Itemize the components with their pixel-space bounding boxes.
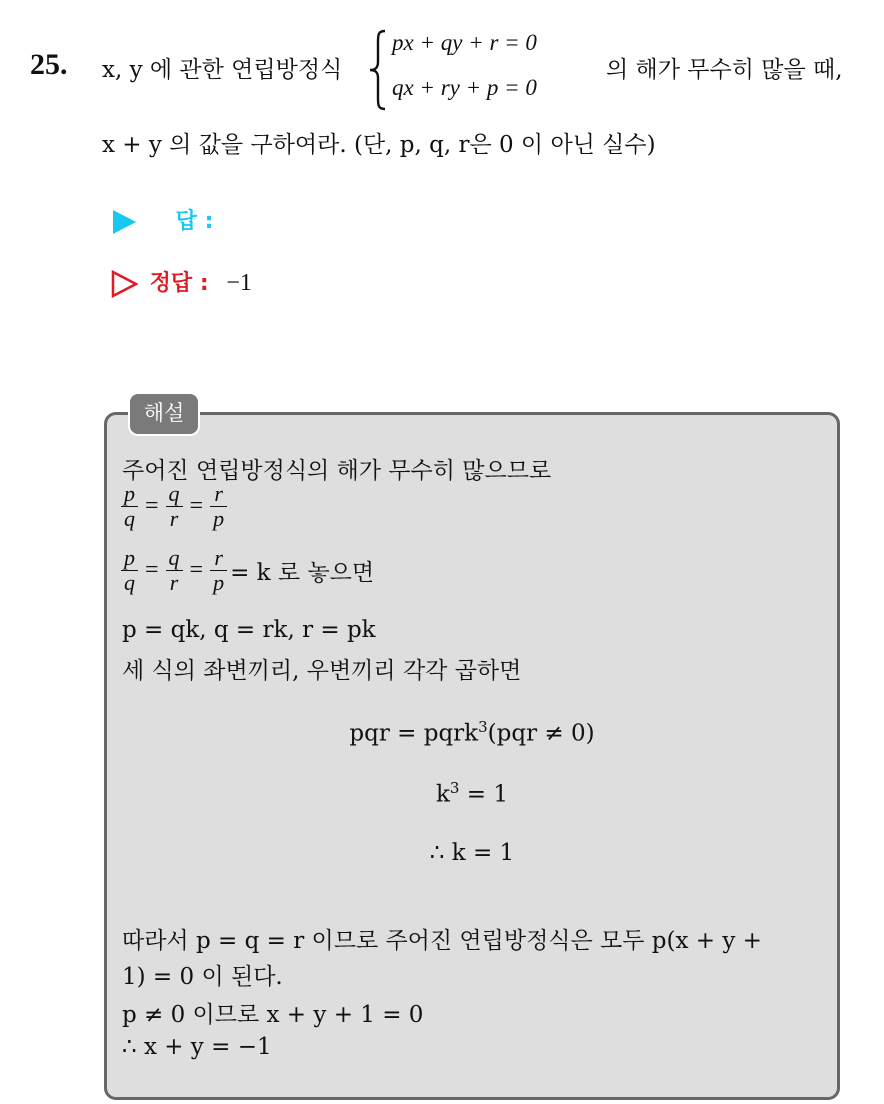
frac-den: q — [124, 570, 135, 595]
explanation-tab: 해설 — [128, 392, 200, 436]
answer-row — [110, 204, 213, 236]
explanation-line-1: 주어진 연립방정식의 해가 무수히 많으므로 — [122, 458, 552, 484]
explanation-line-5: 세 식의 좌변끼리, 우변끼리 각각 곱하면 — [122, 658, 522, 684]
frac-den: p — [213, 570, 225, 595]
correct-answer-label: 정답 : — [149, 271, 209, 296]
explanation-line-4: p = qk, q = rk, r = pk — [122, 617, 376, 643]
frac-num: q — [166, 482, 183, 507]
play-outline-icon — [110, 270, 138, 298]
frac-den: r — [169, 570, 179, 595]
center-equation-3: ∴ k = 1 — [429, 840, 515, 866]
center-eq1-a: pqr = pqrk — [349, 720, 479, 747]
frac-num: p — [121, 546, 138, 571]
answer-label: 답 : — [175, 209, 214, 234]
fraction-equation-2: $\frac{p}{q}$ = $\frac{q}{r}$ = $\frac{r}{p}$ = k 로 놓으면 — [118, 546, 374, 595]
fraction-equation-1: $\frac{p}{q}$ = $\frac{q}{r}$ = $\frac{r}{p}$ — [118, 482, 230, 531]
brace-icon — [368, 28, 388, 112]
explanation-line-11: p ≠ 0 이므로 x + y + 1 = 0 — [122, 1002, 424, 1028]
frac-num: r — [210, 546, 227, 571]
question-line1-post: 의 해가 무수히 많을 때, — [606, 57, 843, 83]
play-icon — [110, 208, 138, 236]
center-eq1-sup: 3 — [478, 718, 488, 736]
center-eq2-sup: 3 — [449, 779, 460, 797]
question-number: 25. — [30, 48, 68, 81]
frac-den: q — [124, 506, 135, 531]
frac-num: p — [121, 482, 138, 507]
center-eq2-b: = 1 — [459, 781, 508, 808]
correct-answer-row — [110, 266, 252, 298]
eq-k-suffix: = k 로 놓으면 — [230, 560, 375, 586]
correct-answer-value: −1 — [226, 270, 252, 296]
center-equation-2 — [104, 779, 840, 808]
system-equation-2: qx + ry + p = 0 — [392, 75, 537, 100]
center-eq1-b: (pqr ≠ 0) — [487, 720, 595, 747]
frac-num: r — [210, 482, 227, 507]
frac-den: p — [213, 506, 225, 531]
center-equation-1 — [104, 718, 840, 747]
question-line1-pre: x, y 에 관한 연립방정식 — [102, 57, 343, 83]
frac-num: q — [166, 546, 183, 571]
center-eq2-a: k — [435, 781, 450, 808]
explanation-line-12: ∴ x + y = −1 — [122, 1034, 272, 1060]
frac-den: r — [169, 506, 179, 531]
system-equation-1: px + qy + r = 0 — [392, 30, 537, 55]
explanation-line-9: 따라서 p = q = r 이므로 주어진 연립방정식은 모두 p(x + y + — [122, 928, 762, 954]
explanation-line-10: 1) = 0 이 된다. — [122, 964, 283, 990]
question-line2: x + y 의 값을 구하여라. (단, p, q, r은 0 이 아닌 실수) — [102, 132, 656, 158]
